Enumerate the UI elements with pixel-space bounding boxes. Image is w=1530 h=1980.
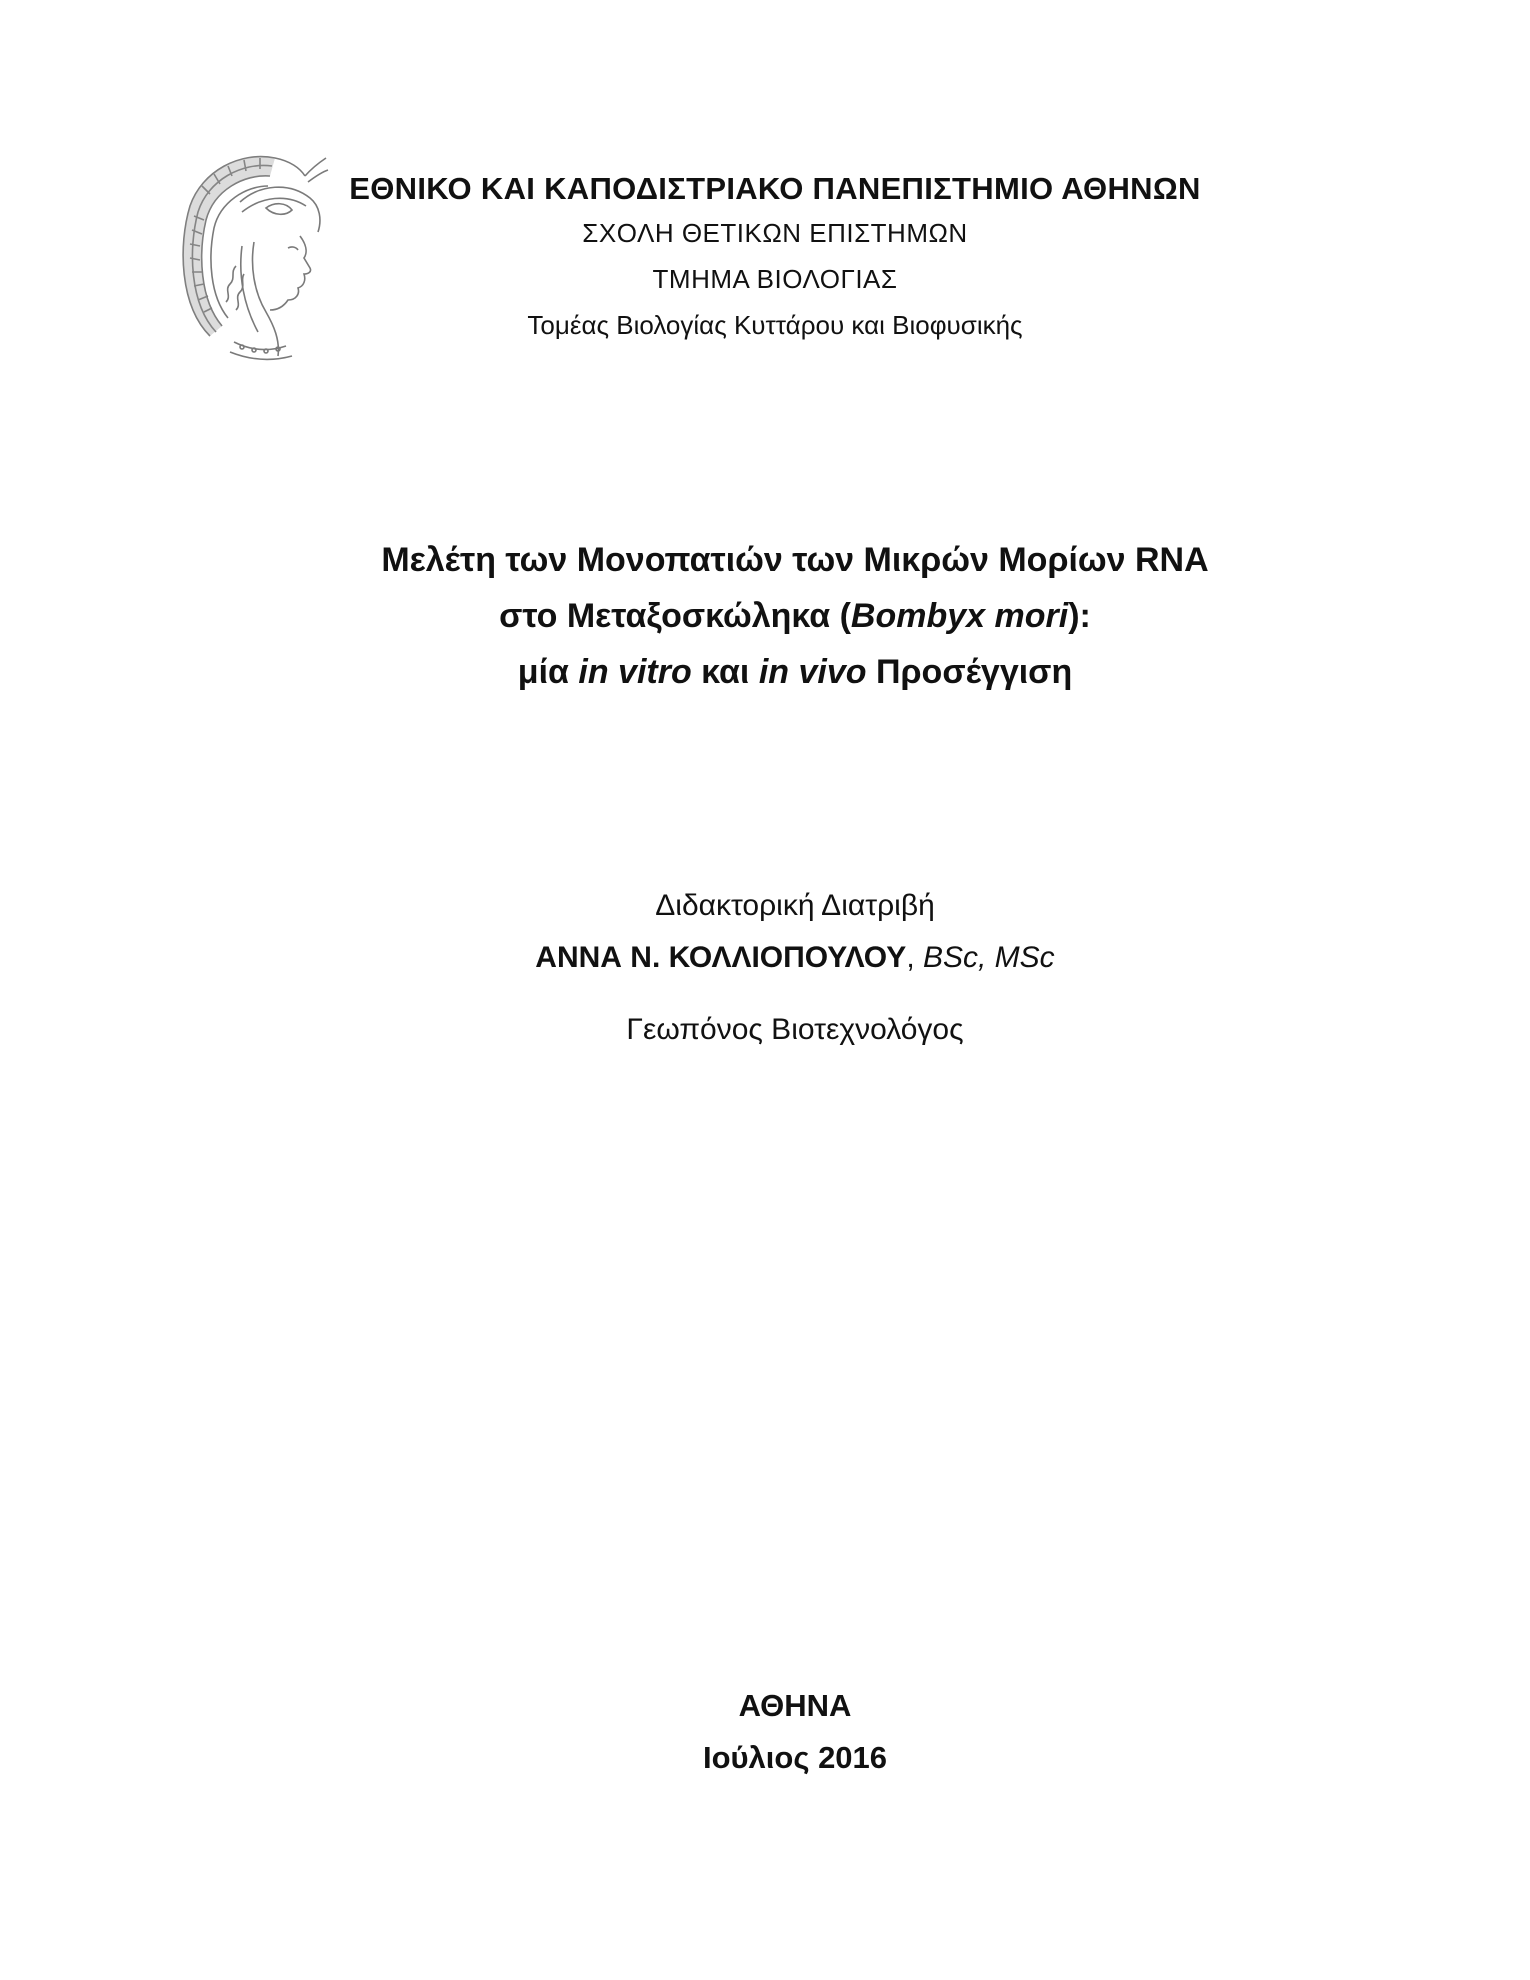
author-profession: Γεωπόνος Βιοτεχνολόγος [626, 1013, 964, 1046]
author-degrees: BSc, MSc [922, 941, 1055, 974]
title-line-2-suffix: ): [1068, 597, 1091, 635]
title-line-3-a: μία [517, 653, 579, 691]
date: Ιούλιος 2016 [702, 1740, 888, 1775]
species-name: Bombyx mori [850, 597, 1069, 635]
title-line-2-prefix: στο Μεταξοσκώληκα ( [499, 597, 851, 635]
title-line-1: Μελέτη των Μονοπατιών των Μικρών Μορίων RNA [381, 541, 1209, 579]
institution-header [330, 168, 1220, 348]
city: ΑΘΗΝΑ [738, 1688, 852, 1723]
title-line-3 [0, 644, 1530, 700]
school-name: ΣΧΟΛΗ ΘΕΤΙΚΩΝ ΕΠΙΣΤΗΜΩΝ [582, 218, 968, 248]
in-vivo-term: in vivo [758, 653, 867, 691]
title-line-3-e: Προσέγγιση [866, 653, 1073, 691]
author-block [0, 880, 1530, 1056]
place-and-date [0, 1680, 1530, 1784]
author-line [0, 932, 1530, 984]
author-separator: , [906, 941, 923, 974]
in-vitro-term: in vitro [578, 653, 692, 691]
title-line-2 [0, 588, 1530, 644]
thesis-title [0, 532, 1530, 700]
document-type: Διδακτορική Διατριβή [655, 889, 935, 922]
university-name: ΕΘΝΙΚΟ ΚΑΙ ΚΑΠΟΔΙΣΤΡΙΑΚΟ ΠΑΝΕΠΙΣΤΗΜΙΟ ΑΘΗΝΩΝ [349, 171, 1201, 206]
author-name: ΑΝΝΑ Ν. ΚΟΛΛΙΟΠΟΥΛΟΥ [535, 941, 907, 974]
sector-name: Τομέας Βιολογίας Κυττάρου και Βιοφυσικής [527, 310, 1023, 340]
department-name: ΤΜΗΜΑ ΒΙΟΛΟΓΙΑΣ [652, 264, 898, 294]
title-line-3-c: και [691, 653, 759, 691]
athena-head-logo-icon [170, 146, 330, 368]
